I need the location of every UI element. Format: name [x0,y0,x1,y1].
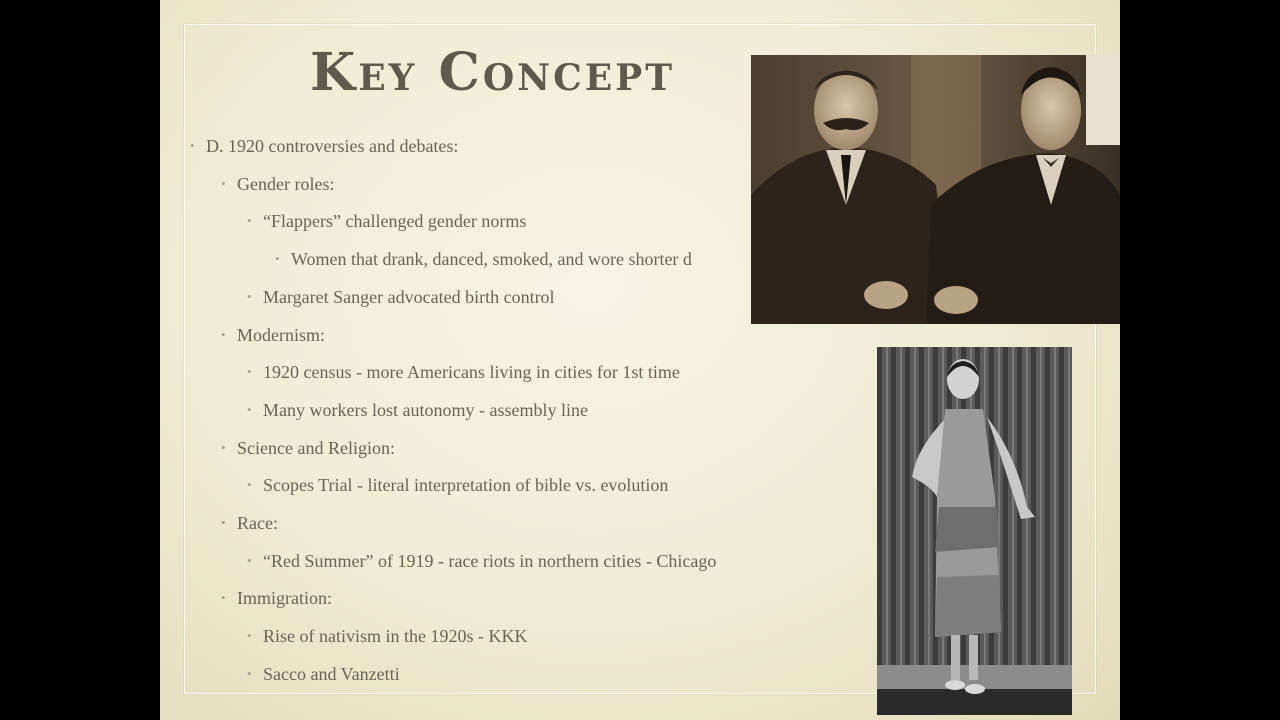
bullet-item-level-2 [221,511,278,535]
bullet-item-level-4 [275,247,692,271]
bullet-dot: • [247,628,252,643]
bullet-text: Rise of nativism in the 1920s - KKK [263,626,528,646]
bullet-text: Sacco and Vanzetti [263,664,400,684]
bullet-text: Gender roles: [237,174,335,194]
bullet-dot: • [247,553,252,568]
flapper-photo [877,347,1072,715]
bullet-dot: • [247,213,252,228]
bullet-item-level-2 [221,586,332,610]
bullet-dot: • [190,138,195,153]
bullet-text: D. 1920 controversies and debates: [206,136,459,156]
bullet-item-level-2 [221,436,395,460]
bullet-item-level-3 [247,549,717,573]
bullet-text: Women that drank, danced, smoked, and wore shorter d [291,249,692,269]
bullet-text: Many workers lost autonomy - assembly line [263,400,588,420]
bullet-text: Modernism: [237,325,325,345]
bullet-dot: • [221,327,226,342]
bullet-item-level-3 [247,662,400,686]
bullet-item-level-2 [221,323,325,347]
bullet-text: Margaret Sanger advocated birth control [263,287,555,307]
bullet-dot: • [247,666,252,681]
bullet-dot: • [247,289,252,304]
bullet-item-level-2 [221,172,335,196]
bullet-item-level-3 [247,360,680,384]
sacco-vanzetti-photo [751,55,1120,324]
bullet-dot: • [247,364,252,379]
bullet-text: Science and Religion: [237,438,395,458]
bullet-dot: • [221,515,226,530]
bullet-dot: • [221,176,226,191]
bullet-item-level-1 [190,134,459,158]
bullet-text: “Red Summer” of 1919 - race riots in northern cities - Chicago [263,551,717,571]
bullet-dot: • [221,590,226,605]
bullet-dot: • [247,477,252,492]
bullet-text: 1920 census - more Americans living in cities for 1st time [263,362,680,382]
bullet-dot: • [221,440,226,455]
bullet-dot: • [247,402,252,417]
bullet-item-level-3 [247,398,588,422]
presentation-slide [160,0,1120,720]
bullet-dot: • [275,251,280,266]
slide-title: Key Concept [310,42,676,103]
bullet-text: “Flappers” challenged gender norms [263,211,527,231]
bullet-item-level-3 [247,209,527,233]
bullet-text: Race: [237,513,278,533]
bullet-item-level-3 [247,285,555,309]
bullet-text: Scopes Trial - literal interpretation of bible vs. evolution [263,475,669,495]
bullet-text: Immigration: [237,588,332,608]
bullet-item-level-3 [247,473,669,497]
bullet-item-level-3 [247,624,528,648]
